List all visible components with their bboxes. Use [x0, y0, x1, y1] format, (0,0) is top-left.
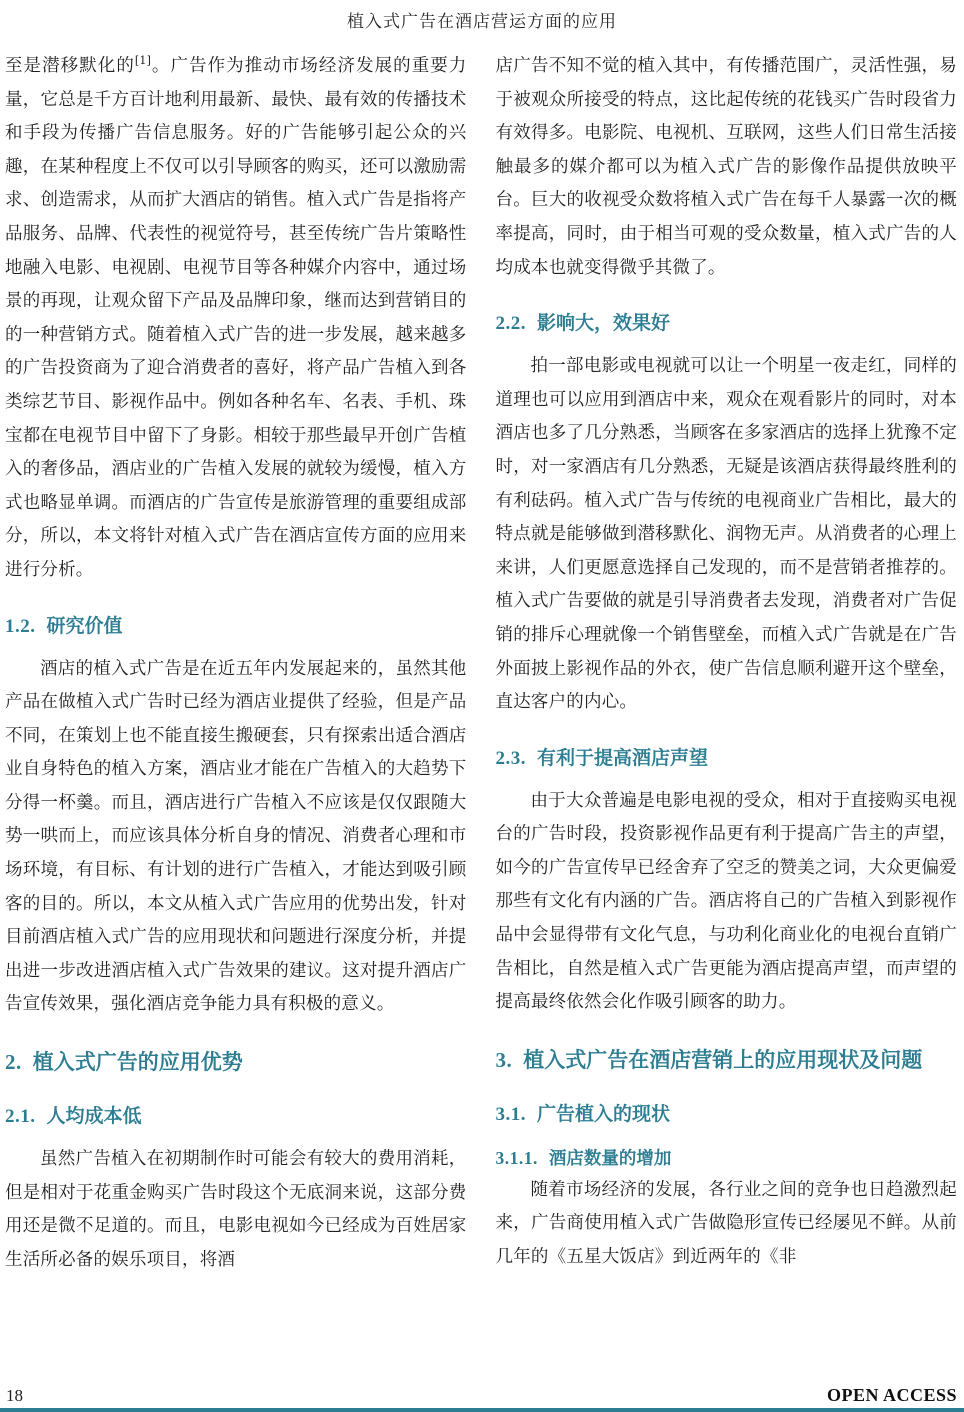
- paragraph-text: 至是潜移默化的: [5, 56, 135, 76]
- heading-2-2: [496, 309, 958, 338]
- heading-2-1: [5, 1102, 467, 1131]
- paragraph-intro-continuation: [5, 50, 467, 588]
- right-column: [496, 50, 958, 1277]
- heading-3-1-1: [496, 1145, 958, 1172]
- heading-number: 2.2.: [495, 313, 526, 335]
- heading-1-2: [5, 612, 467, 641]
- heading-title: 人均成本低: [46, 1105, 142, 1128]
- heading-title: 植入式广告的应用优势: [32, 1050, 243, 1075]
- heading-title: 植入式广告在酒店营销上的应用现状及问题: [523, 1047, 923, 1072]
- paragraph-hotel-growth: 随着市场经济的发展，各行业之间的竞争也日趋激烈起来，广告商使用植入式广告做隐形宣传已经屡见不鲜。从前几年的《五星大饭店》到近两年的《非: [495, 1179, 957, 1268]
- heading-title: 广告植入的现状: [537, 1102, 671, 1125]
- paragraph-text: 。广告作为推动市场经济发展的重要力量，它总是千方百计地利用最新、最快、最有效的传播技术和手段为传播广告信息服务。好的广告能够引起公众的兴趣，在某种程度上不仅可以引导顾客的购买，还可以激励需求、创造需求，从而扩大酒店的销售。植入式广告是指将产品服务、品牌、代表性的视觉符号，甚至传统广告片策略性地融入电影、电视剧、电视节目等各种媒介内容中，通过场景的再现，让观众留下产品及品牌印象，继而达到营销目的的一种营销方式。随着植入式广告的进一步发展，越来越多的广告投资商为了迎合消费者的喜好，将产品广告植入到各类综艺节目、影视作品中。例如各种名车、名表、手机、珠宝都在电视节目中留下了身影。相较于那些最早开创广告植入的奢侈品，酒店业的广告植入发展的就较为缓慢，植入方式也略显单调。而酒店的广告宣传是旅游管理的重要组成部分，所以，本文将针对植入式广告在酒店宣传方面的应用来进行分析。: [5, 56, 467, 580]
- heading-title: 有利于提高酒店声望: [537, 746, 709, 769]
- heading-title: 影响大，效果好: [537, 312, 671, 335]
- footer-accent-bar: [0, 1408, 964, 1412]
- heading-2: [5, 1046, 467, 1078]
- heading-number: 3.1.: [495, 1103, 526, 1125]
- left-column: [5, 50, 467, 1277]
- heading-3-1: [496, 1100, 958, 1129]
- heading-2-3: [496, 744, 958, 773]
- heading-number: 1.2.: [5, 615, 36, 637]
- heading-3: [496, 1044, 958, 1076]
- paragraph-big-impact: 拍一部电影或电视就可以让一个明星一夜走红，同样的道理也可以应用到酒店中来，观众在观看影片的同时，对本酒店也多了几分熟悉，当顾客在多家酒店的选择上犹豫不定时，对一家酒店有几分熟悉，无疑是该酒店获得最终胜利的有利砝码。植入式广告与传统的电视商业广告相比，最大的特点就是能够做到潜移默化、润物无声。从消费者的心理上来讲，人们更愿意选择自己发现的，而不是营销者推荐的。植入式广告要做的就是引导消费者去发现，消费者对广告促销的排斥心理就像一个销售壁垒，而植入式广告就是在广告外面披上影视作品的外衣，使广告信息顺利避开这个壁垒，直达客户的内心。: [495, 356, 957, 713]
- content-columns: [5, 50, 957, 1277]
- heading-title: 酒店数量的增加: [548, 1148, 672, 1169]
- citation-1-superscript: [1]: [134, 54, 152, 68]
- open-access-label: OPEN ACCESS: [826, 1385, 957, 1405]
- paragraph-low-cost-continuation: 店广告不知不觉的植入其中，有传播范围广，灵活性强，易于被观众所接受的特点，这比起传统的花钱买广告时段省力有效得多。电影院、电视机、互联网，这些人们日常生活接触最多的媒介都可以为植入式广告的影像作品提供放映平台。巨大的收视受众数将植入式广告在每千人暴露一次的概率提高，同时，由于相当可观的受众数量，植入式广告的人均成本也就变得微乎其微了。: [495, 56, 957, 278]
- heading-number: 2.3.: [495, 747, 526, 769]
- paragraph-reputation: 由于大众普遍是电影电视的受众，相对于直接购买电视台的广告时段，投资影视作品更有利于提高广告主的声望，如今的广告宣传早已经舍弃了空乏的赞美之词，大众更偏爱那些有文化有内涵的广告。酒店将自己的广告植入到影视作品中会显得带有文化气息，与功利化商业化的电视台直销广告相比，自然是植入式广告更能为酒店提高声望，而声望的提高最终依然会化作吸引顾客的助力。: [495, 790, 957, 1013]
- page-number: 18: [6, 1386, 23, 1405]
- page-header-title: 植入式广告在酒店营运方面的应用: [347, 12, 617, 32]
- heading-number: 2.: [5, 1050, 22, 1075]
- heading-title: 研究价值: [46, 614, 123, 637]
- heading-number: 3.: [495, 1047, 513, 1072]
- heading-number: 2.1.: [5, 1106, 36, 1128]
- heading-number: 3.1.1.: [495, 1147, 538, 1168]
- paragraph-low-cost: 虽然广告植入在初期制作时可能会有较大的费用消耗，但是相对于花重金购买广告时段这个无底洞来说，这部分费用还是微不足道的。而且，电影电视如今已经成为百姓居家生活所必备的娱乐项目，将酒: [5, 1149, 467, 1270]
- paragraph-research-value: 酒店的植入式广告是在近五年内发展起来的，虽然其他产品在做植入式广告时已经为酒店业提供了经验，但是产品不同，在策划上也不能直接生搬硬套，只有探索出适合酒店业自身特色的植入方案，酒店业才能在广告植入的大趋势下分得一杯羹。而且，酒店进行广告植入不应该是仅仅跟随大势一哄而上，而应该具体分析自身的情况、消费者心理和市场环境，有目标、有计划的进行广告植入，才能达到吸引顾客的目的。所以，本文从植入式广告应用的优势出发，针对目前酒店植入式广告的应用现状和问题进行深度分析，并提出进一步改进酒店植入式广告效果的建议。这对提升酒店广告宣传效果，强化酒店竞争能力具有积极的意义。: [5, 658, 467, 1015]
